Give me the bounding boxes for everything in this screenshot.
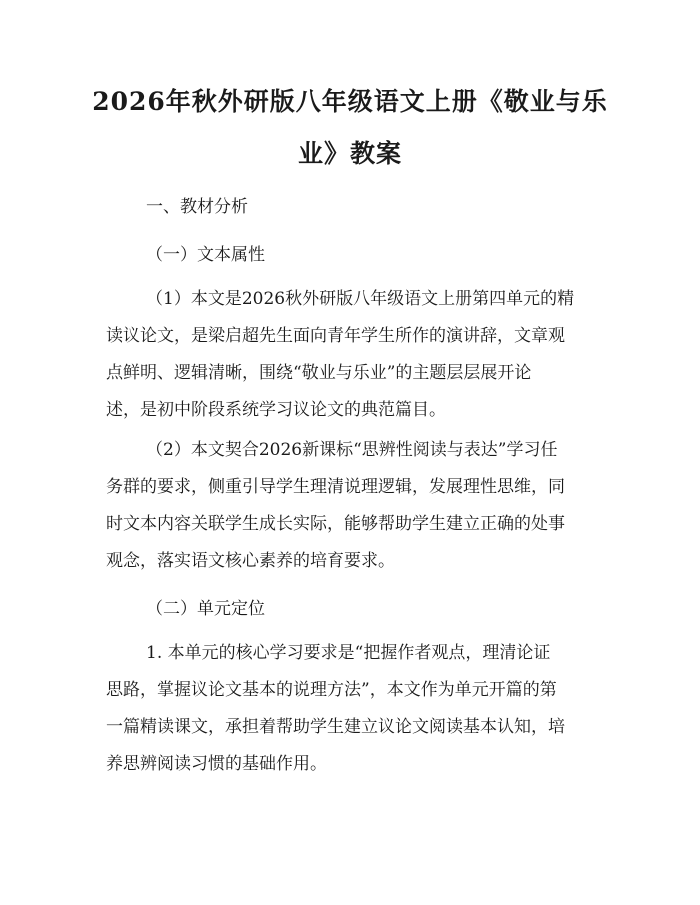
subsection-heading-text-attributes: （一）文本属性 [146,245,265,265]
paragraph-3 [106,635,565,783]
paragraph-1 [106,281,574,429]
subsection-heading-unit-positioning: （二）单元定位 [146,599,265,619]
paragraph-line: 述，是初中阶段系统学习议论文的典范篇目。 [106,400,446,420]
paragraph-line: 一篇精读课文，承担着帮助学生建立议论文阅读基本认知，培 [106,717,565,737]
paragraph-line: （1）本文是2026秋外研版八年级语文上册第四单元的精 [146,289,575,309]
paragraph-line: 思路，掌握议论文基本的说理方法”，本文作为单元开篇的第 [106,680,557,700]
paragraph-line: 务群的要求，侧重引导学生理清说理逻辑，发展理性思维，同 [106,477,565,497]
paragraph-2 [106,432,565,580]
document-title [90,76,610,180]
section-heading-teaching-material-analysis: 一、教材分析 [146,197,248,217]
paragraph-line: 养思辨阅读习惯的基础作用。 [106,754,327,774]
title-line-2: 业》教案 [297,139,402,168]
paragraph-line: 1. 本单元的核心学习要求是“把握作者观点，理清论证 [146,643,551,663]
title-line-1: 2026年秋外研版八年级语文上册《敬业与乐 [92,87,608,116]
paragraph-line: （2）本文契合2026新课标“思辨性阅读与表达”学习任 [146,440,558,460]
paragraph-line: 观念，落实语文核心素养的培育要求。 [106,551,395,571]
paragraph-line: 点鲜明、逻辑清晰，围绕“敬业与乐业”的主题层层展开论 [106,363,532,383]
paragraph-line: 时文本内容关联学生成长实际，能够帮助学生建立正确的处事 [106,514,565,534]
paragraph-line: 读议论文，是梁启超先生面向青年学生所作的演讲辞，文章观 [106,326,565,346]
